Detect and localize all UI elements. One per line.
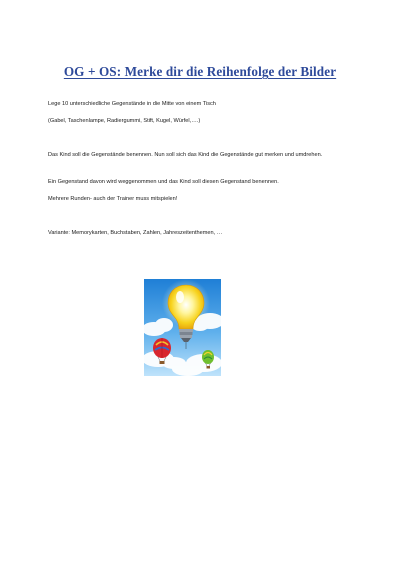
instruction-paragraph-2: (Gabel, Taschenlampe, Radiergummi, Stift, Kugel, Würfel,….) [48, 118, 201, 124]
lightbulb-balloon-icon [144, 279, 221, 376]
instruction-paragraph-5: Mehrere Runden- auch der Trainer muss mitspielen! [48, 196, 178, 202]
page-title: OG + OS: Merke dir die Reihenfolge der Bilder [63, 64, 337, 79]
variant-paragraph: Variante: Memorykarten, Buchstaben, Zahlen, Jahreszeitenthemen, … [48, 230, 223, 236]
instruction-paragraph-3: Das Kind soll die Gegenstände benennen. Nun soll sich das Kind die Gegenstände gut merken und umdrehen. [48, 152, 323, 158]
instruction-paragraph-4: Ein Gegenstand davon wird weggenommen und das Kind soll diesen Gegenstand benennen. [48, 179, 279, 185]
instruction-paragraph-1: Lege 10 unterschiedliche Gegenstände in die Mitte von einem Tisch [48, 101, 216, 107]
